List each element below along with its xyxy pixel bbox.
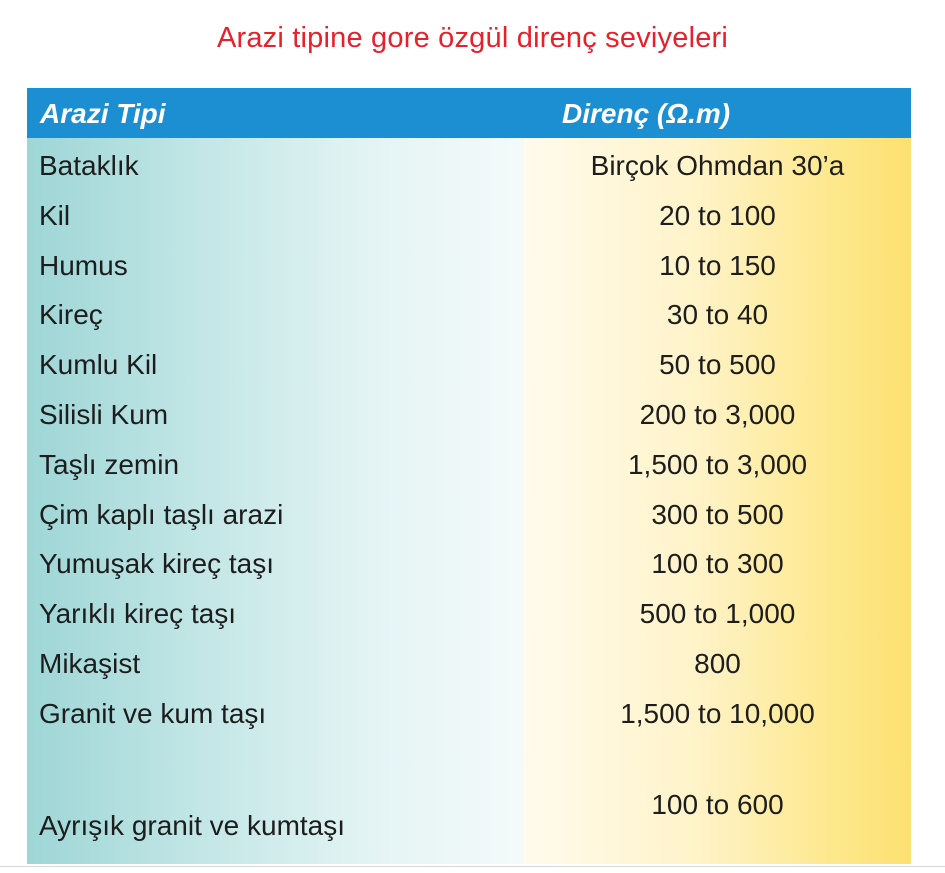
terrain-type-cell: Kumlu Kil <box>39 349 158 381</box>
table-row <box>27 293 911 337</box>
table-row <box>27 194 911 238</box>
table-row <box>27 393 911 437</box>
table-row <box>27 443 911 487</box>
terrain-type-cell: Ayrışık granit ve kumtaşı <box>39 809 346 841</box>
table-row <box>27 592 911 636</box>
table-row <box>27 493 911 537</box>
terrain-type-cell: Taşlı zemin <box>39 448 180 480</box>
resistance-cell: 100 to 300 <box>651 548 784 580</box>
resistance-cell: 10 to 150 <box>659 249 776 281</box>
terrain-type-cell: Silisli Kum <box>39 399 169 430</box>
table-header <box>27 88 911 138</box>
resistance-cell: Birçok Ohmdan 30’a <box>590 150 845 181</box>
terrain-type-cell: Humus <box>39 249 128 281</box>
divider <box>0 866 945 867</box>
resistance-cell: 30 to 40 <box>666 299 769 331</box>
terrain-type-cell: Yarıklı kireç taşı <box>39 598 237 630</box>
terrain-type-cell: Mikaşist <box>39 648 141 679</box>
resistance-cell: 1,500 to 3,000 <box>627 448 808 480</box>
resistance-cell: 50 to 500 <box>659 349 776 381</box>
table-row <box>27 542 911 586</box>
resistance-cell: 1,500 to 10,000 <box>620 697 815 729</box>
table-row <box>27 343 911 387</box>
header-terrain-type: Arazi Tipi <box>40 98 166 129</box>
header-resistance: Direnç (Ω.m) <box>562 98 731 129</box>
terrain-type-cell: Kireç <box>39 299 103 331</box>
terrain-type-cell: Granit ve kum taşı <box>39 697 267 729</box>
table-row <box>27 777 911 857</box>
resistance-cell: 200 to 3,000 <box>639 399 796 430</box>
resistance-cell: 100 to 600 <box>651 788 784 820</box>
resistivity-table <box>27 88 911 864</box>
terrain-type-cell: Bataklık <box>39 150 139 181</box>
table-row <box>27 642 911 686</box>
terrain-type-cell: Çim kaplı taşlı arazi <box>39 498 284 530</box>
page-title: Arazi tipine gore özgül direnç seviyeleri <box>216 22 729 54</box>
resistance-cell: 300 to 500 <box>651 498 784 530</box>
table-row <box>27 244 911 288</box>
resistance-cell: 20 to 100 <box>659 199 776 231</box>
resistance-cell: 800 <box>694 648 741 679</box>
resistance-cell: 500 to 1,000 <box>639 598 796 630</box>
terrain-type-cell: Yumuşak kireç taşı <box>39 548 274 580</box>
terrain-type-cell: Kil <box>39 199 71 231</box>
table-row <box>27 144 911 188</box>
table-row <box>27 692 911 736</box>
